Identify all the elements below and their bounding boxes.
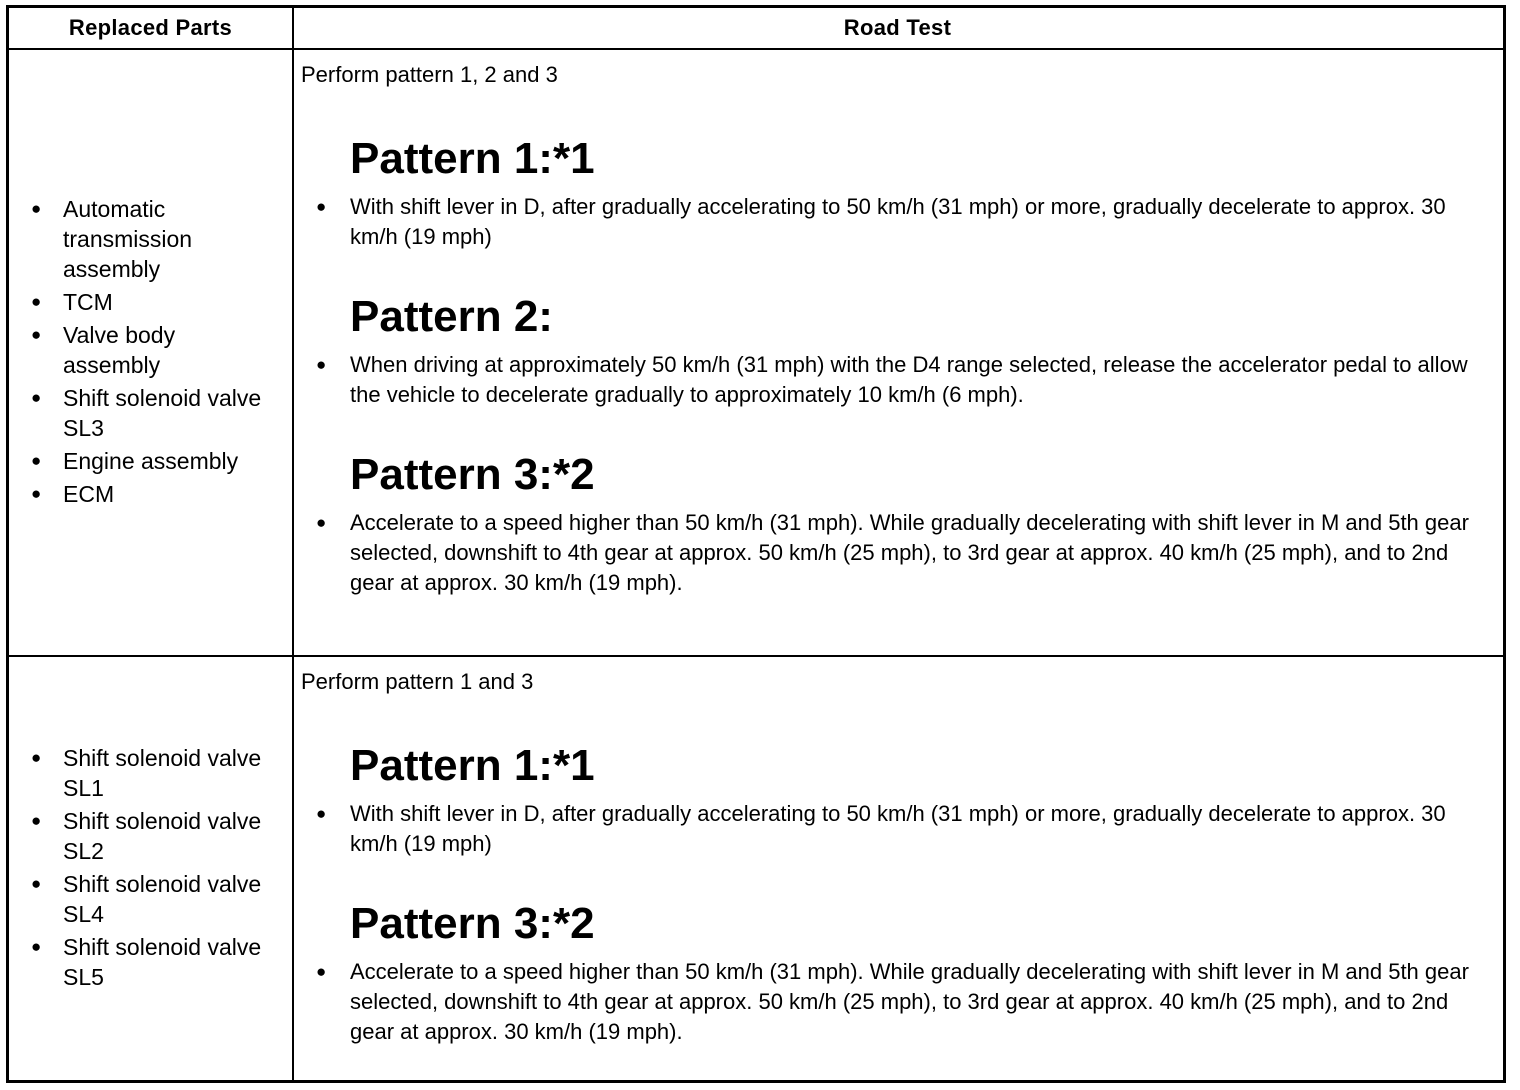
road-test-table <box>6 5 1506 1083</box>
pattern-steps <box>294 350 1503 410</box>
part-item: ● Shift solenoid valve SL5 <box>31 932 278 992</box>
pattern-steps <box>294 957 1503 1047</box>
row1-road-test-cell <box>294 50 1503 655</box>
pattern-step: ● Accelerate to a speed higher than 50 km/h (31 mph). While gradually decelerating with shift lever in M and 5th gear selected, downshift to 4th gear at approx. 50 km/h (25 mph), to 3rd gear at approx. 40 km/h (25 mph), and to 2nd gear at approx. 30 km/h (19 mph). <box>294 957 1475 1047</box>
row2-intro: Perform pattern 1 and 3 <box>301 669 534 694</box>
row1-parts-list <box>9 194 278 512</box>
pattern-title: Pattern 2: <box>350 292 553 341</box>
part-item: ● Valve body assembly <box>31 320 278 380</box>
pattern-step: ● When driving at approximately 50 km/h (31 mph) with the D4 range selected, release the accelerator pedal to allow the vehicle to decelerate gradually to approximately 10 km/h (6 mph). <box>294 350 1475 410</box>
part-item: ● Shift solenoid valve SL3 <box>31 383 278 443</box>
row2-parts-cell <box>9 657 292 1080</box>
row1-parts-cell <box>9 50 292 655</box>
header-road-test: Road Test <box>292 8 1503 50</box>
part-item: ● Automatic transmission assembly <box>31 194 278 284</box>
row1-intro: Perform pattern 1, 2 and 3 <box>301 62 558 87</box>
part-item: ● Engine assembly <box>31 446 278 476</box>
pattern-steps <box>294 192 1503 252</box>
pattern-title: Pattern 1:*1 <box>350 741 595 790</box>
pattern-step: ● Accelerate to a speed higher than 50 km/h (31 mph). While gradually decelerating with shift lever in M and 5th gear selected, downshift to 4th gear at approx. 50 km/h (25 mph), to 3rd gear at approx. 40 km/h (25 mph), and to 2nd gear at approx. 30 km/h (19 mph). <box>294 508 1475 598</box>
part-item: ● TCM <box>31 287 278 317</box>
pattern-title: Pattern 1:*1 <box>350 134 595 183</box>
row2-parts-list <box>9 743 278 995</box>
pattern-title: Pattern 3:*2 <box>350 899 595 948</box>
header-replaced-parts: Replaced Parts <box>9 8 292 50</box>
pattern-title: Pattern 3:*2 <box>350 450 595 499</box>
part-item: ● Shift solenoid valve SL1 <box>31 743 278 803</box>
pattern-step: ● With shift lever in D, after gradually accelerating to 50 km/h (31 mph) or more, gradually decelerate to approx. 30 km/h (19 mph) <box>294 192 1475 252</box>
row2-road-test-cell <box>294 657 1503 1080</box>
part-item: ● Shift solenoid valve SL4 <box>31 869 278 929</box>
pattern-steps <box>294 508 1503 598</box>
pattern-step: ● With shift lever in D, after gradually accelerating to 50 km/h (31 mph) or more, gradually decelerate to approx. 30 km/h (19 mph) <box>294 799 1475 859</box>
part-item: ● Shift solenoid valve SL2 <box>31 806 278 866</box>
part-item: ● ECM <box>31 479 278 509</box>
pattern-steps <box>294 799 1503 859</box>
